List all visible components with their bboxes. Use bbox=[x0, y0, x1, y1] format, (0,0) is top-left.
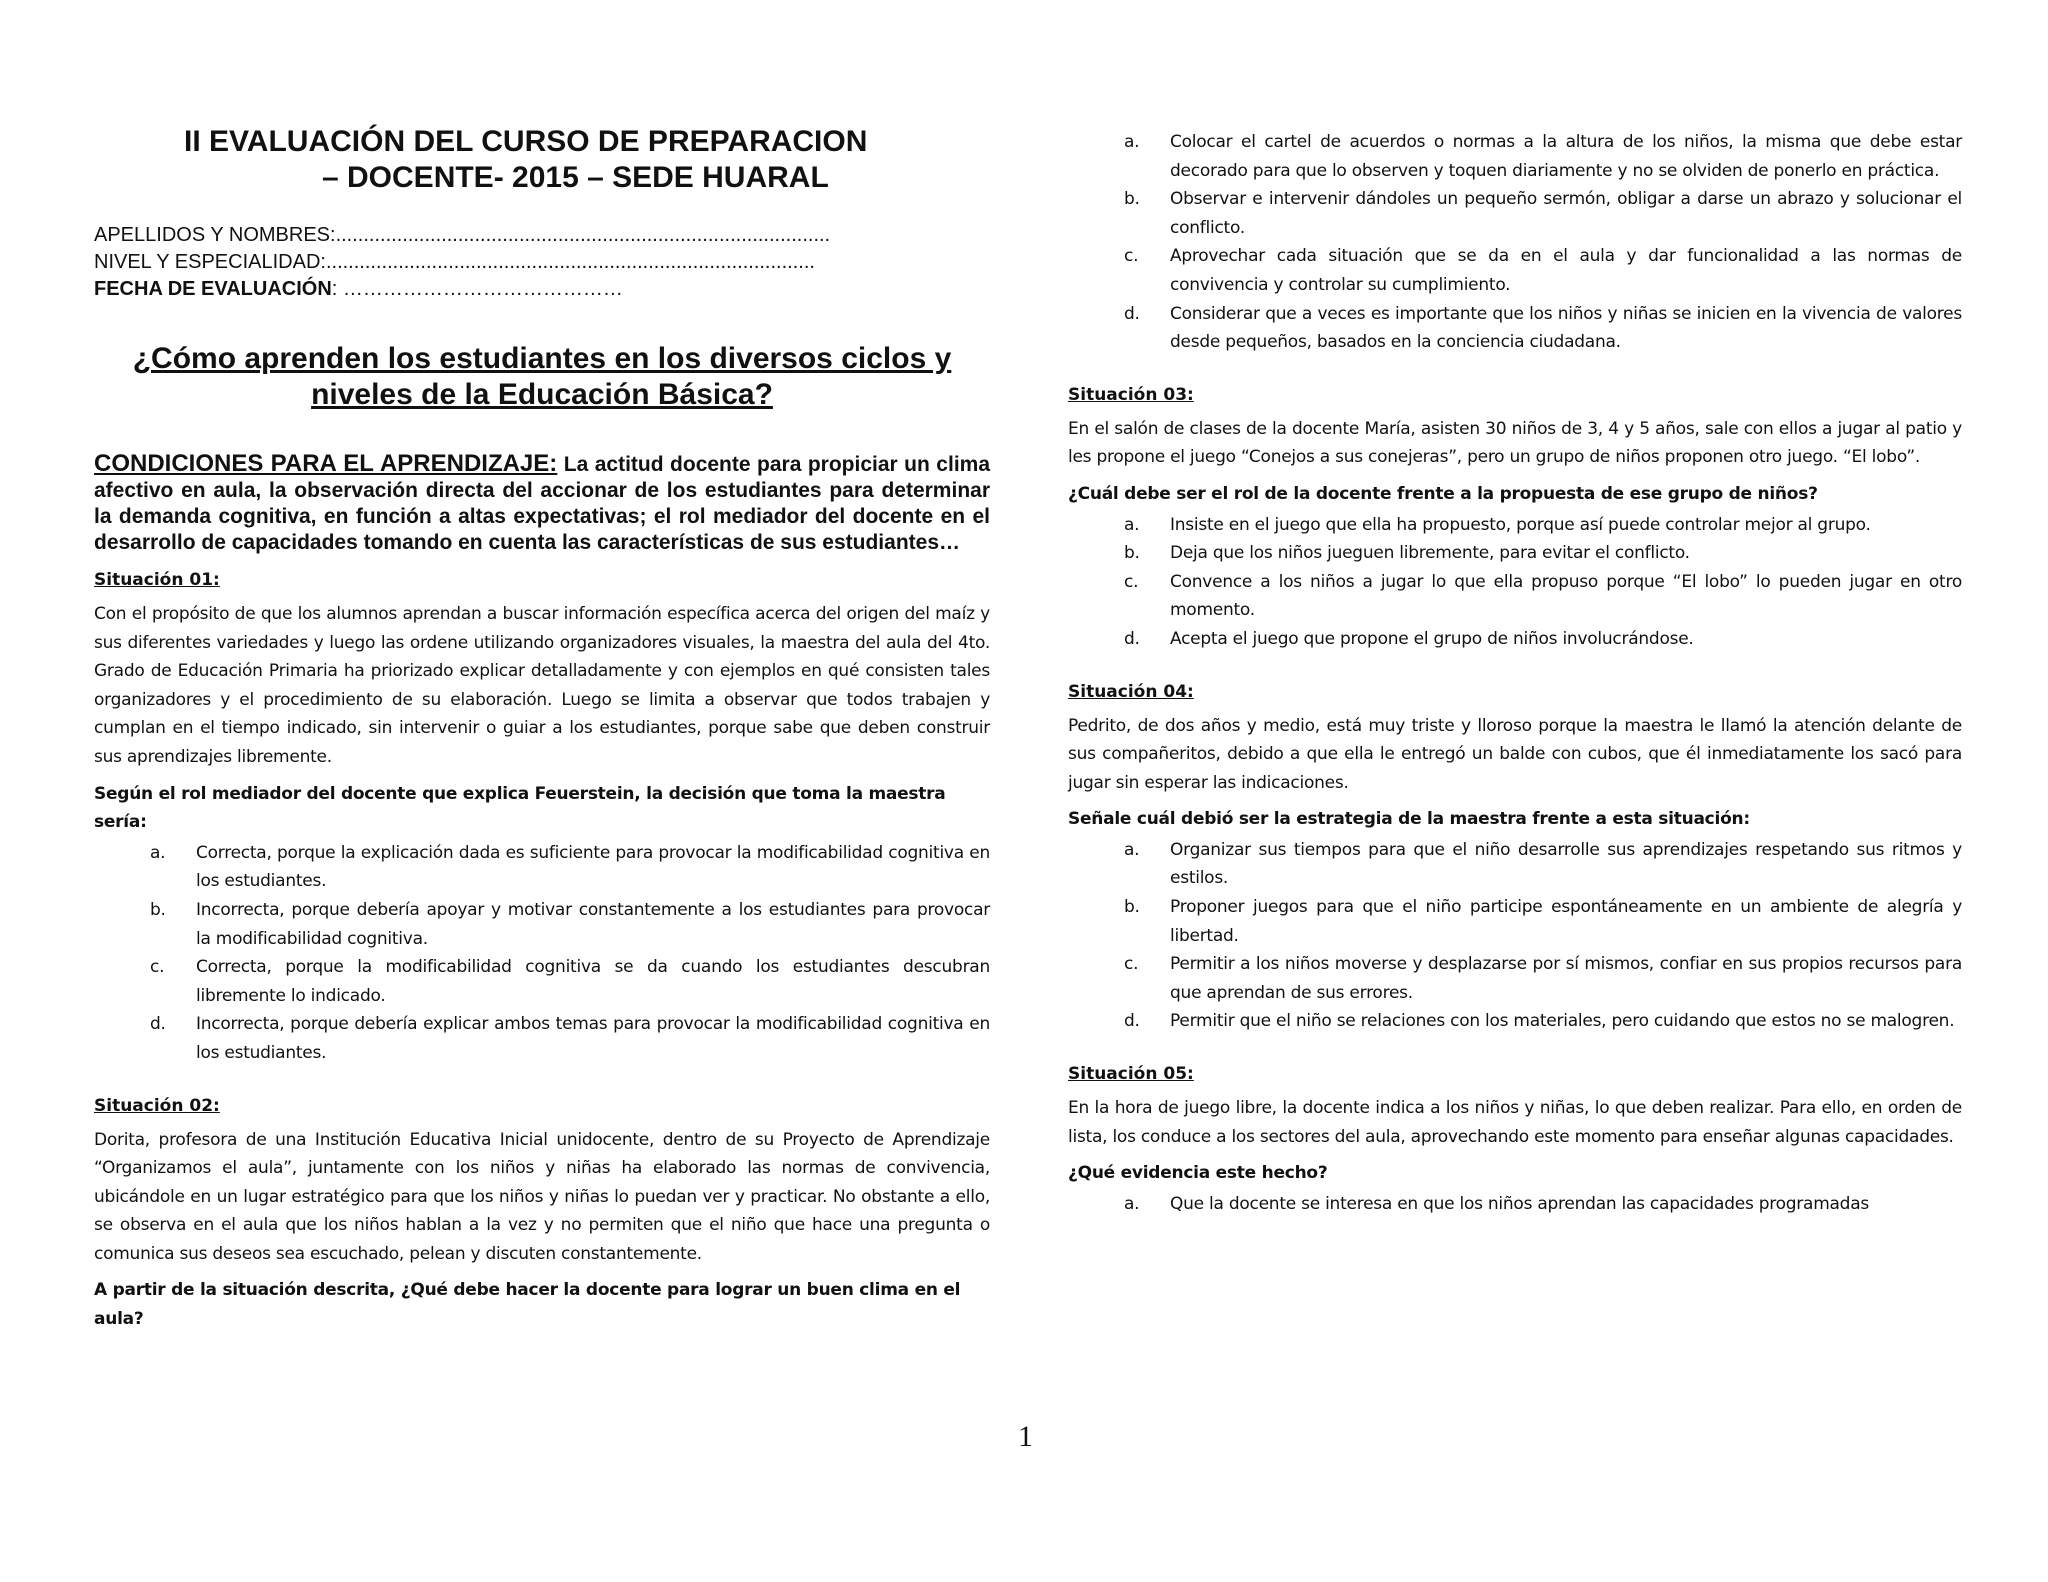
option-text: Aprovechar cada situación que se da en el aula y dar funcionalidad a las normas de convivencia y controlar su cumplimiento. bbox=[1170, 246, 1962, 295]
option-c[interactable] bbox=[1068, 950, 1962, 1007]
situation-text: En el salón de clases de la docente María, asisten 30 niños de 3, 4 y 5 años, sale con ellos a jugar al patio y les propone el juego “Conejos a sus conejeras”, pero un grupo de niños proponen otro juego. “El lobo”. bbox=[1068, 418, 1962, 468]
option-text: Considerar que a veces es importante que los niños y niñas se inicien en la vivencia de valores desde pequeños, basados en la conciencia ciudadana. bbox=[1170, 303, 1962, 353]
option-d[interactable] bbox=[1068, 300, 1962, 357]
option-text: Insiste en el juego que ella ha propuesto, porque así puede controlar mejor al grupo. bbox=[1170, 514, 1871, 535]
situation-prompt: ¿Cuál debe ser el rol de la docente frente a la propuesta de ese grupo de niños? bbox=[1068, 483, 1818, 504]
title-line-2: – DOCENTE- 2015 – SEDE HUARAL bbox=[322, 161, 829, 194]
option-b[interactable] bbox=[94, 896, 990, 953]
option-text: Correcta, porque la explicación dada es suficiente para provocar la modificabilidad cognitiva en los estudiantes. bbox=[196, 842, 990, 892]
option-a[interactable] bbox=[1068, 128, 1962, 185]
situation-03 bbox=[1068, 381, 1962, 654]
situation-text: En la hora de juego libre, la docente indica a los niños y niñas, lo que deben realizar. Para ello, en orden de lista, los conduce a los sectores del aula, aprovechando este momento para enseñar algunas capacidades. bbox=[1068, 1098, 1962, 1147]
conditions-lead: CONDICIONES PARA EL APRENDIZAJE: bbox=[94, 450, 558, 477]
main-question: ¿Cómo aprenden los estudiantes en los diversos ciclos y niveles de la Educación Básica? bbox=[132, 342, 952, 411]
option-text: Incorrecta, porque debería explicar ambos temas para provocar la modificabilidad cognitiva en los estudiantes. bbox=[196, 1014, 990, 1063]
option-b[interactable] bbox=[1068, 893, 1962, 950]
option-letter: d. bbox=[1124, 303, 1140, 324]
option-text: Permitir a los niños moverse y desplazarse por sí mismos, confiar en sus propios recursos para que aprendan de sus errores. bbox=[1170, 954, 1962, 1003]
option-text: Permitir que el niño se relaciones con los materiales, pero cuidando que estos no se malogren. bbox=[1170, 1011, 1955, 1032]
option-letter: c. bbox=[150, 957, 165, 978]
option-letter: a. bbox=[150, 842, 166, 863]
student-fields bbox=[94, 222, 990, 303]
option-a[interactable] bbox=[1068, 1190, 1962, 1219]
situation-04 bbox=[1068, 678, 1962, 1037]
option-letter: b. bbox=[1124, 189, 1140, 210]
situation-text: Dorita, profesora de una Institución Educativa Inicial unidocente, dentro de su Proyecto de Aprendizaje “Organizamos el aula”, juntamente con los niños y niñas ha elaborado las normas de convivencia, ubicándole en un lugar estratégico para que los niños y niñas lo puedan ver y practicar. No obstante a ello, se observa en el aula que los niños hablan a la vez y no permiten que el niño que hace una pregunta o comunica sus deseos sea escuchado, pelean y discuten constantemente. bbox=[94, 1129, 990, 1264]
names-field[interactable]: APELLIDOS Y NOMBRES:......................................................................................... bbox=[94, 224, 831, 246]
option-letter: c. bbox=[1124, 571, 1139, 592]
option-text: Correcta, porque la modificabilidad cognitiva se da cuando los estudiantes descubran libremente lo indicado. bbox=[196, 957, 990, 1006]
options-list bbox=[1068, 836, 1962, 1036]
option-letter: c. bbox=[1124, 246, 1139, 267]
option-d[interactable] bbox=[94, 1010, 990, 1067]
situation-01 bbox=[94, 566, 990, 1068]
situation-prompt: ¿Qué evidencia este hecho? bbox=[1068, 1163, 1328, 1184]
option-letter: b. bbox=[1124, 897, 1140, 918]
option-text: Que la docente se interesa en que los niños aprendan las capacidades programadas bbox=[1170, 1193, 1869, 1214]
option-text: Incorrecta, porque debería apoyar y motivar constantemente a los estudiantes para provocar la modificabilidad cognitiva. bbox=[196, 899, 990, 949]
option-text: Deja que los niños jueguen libremente, para evitar el conflicto. bbox=[1170, 543, 1690, 564]
left-column bbox=[94, 124, 990, 1336]
page-number: 1 bbox=[1018, 1420, 1033, 1453]
option-letter: a. bbox=[1124, 514, 1140, 535]
conditions-block bbox=[94, 451, 990, 556]
option-c[interactable] bbox=[94, 953, 990, 1010]
situation-02-options bbox=[1068, 128, 1962, 357]
option-a[interactable] bbox=[94, 839, 990, 896]
option-c[interactable] bbox=[1068, 242, 1962, 299]
option-a[interactable] bbox=[1068, 836, 1962, 893]
option-letter: d. bbox=[150, 1014, 166, 1035]
situation-prompt: Según el rol mediador del docente que explica Feuerstein, la decisión que toma la maestra sería: bbox=[94, 783, 946, 833]
situation-heading: Situación 01: bbox=[94, 570, 220, 590]
options-list bbox=[1068, 511, 1962, 654]
option-letter: a. bbox=[1124, 132, 1140, 152]
option-text: Proponer juegos para que el niño participe espontáneamente en un ambiente de alegría y libertad. bbox=[1170, 897, 1962, 946]
options-list bbox=[94, 839, 990, 1068]
situation-heading: Situación 03: bbox=[1068, 384, 1194, 405]
situation-prompt: Señale cuál debió ser la estrategia de la maestra frente a esta situación: bbox=[1068, 809, 1750, 830]
option-text: Convence a los niños a jugar lo que ella propuso porque “El lobo” lo pueden jugar en otro momento. bbox=[1170, 571, 1962, 621]
option-letter: c. bbox=[1124, 954, 1139, 975]
title-line-1: II EVALUACIÓN DEL CURSO DE PREPARACION bbox=[184, 125, 868, 158]
situation-prompt: A partir de la situación descrita, ¿Qué debe hacer la docente para lograr un buen clima en el aula? bbox=[94, 1280, 961, 1330]
situation-02 bbox=[94, 1092, 990, 1334]
situation-text: Con el propósito de que los alumnos aprendan a buscar información específica acerca del origen del maíz y sus diferentes variedades y luego las ordene utilizando organizadores visuales, la maestra del aula del 4to. Grado de Educación Primaria ha priorizado explicar detalladamente y con ejemplos en qué consisten tales organizadores y el procedimiento de su elaboración. Luego se limita a observar que todos trabajen y cumplan en el tiempo indicado, sin intervenir o guiar a los estudiantes, porque sabe que deben construir sus aprendizajes libremente. bbox=[94, 604, 990, 767]
option-letter: a. bbox=[1124, 839, 1140, 860]
option-text: Observar e intervenir dándoles un pequeño sermón, obligar a darse un abrazo y solucionar el conflicto. bbox=[1170, 189, 1962, 238]
right-column bbox=[1068, 128, 1962, 1218]
option-d[interactable] bbox=[1068, 625, 1962, 654]
option-text: Organizar sus tiempos para que el niño desarrolle sus aprendizajes respetando sus ritmos y estilos. bbox=[1170, 839, 1962, 889]
situation-heading: Situación 02: bbox=[94, 1095, 220, 1116]
option-d[interactable] bbox=[1068, 1007, 1962, 1036]
option-a[interactable] bbox=[1068, 511, 1962, 540]
situation-heading: Situación 05: bbox=[1068, 1064, 1194, 1085]
option-text: Acepta el juego que propone el grupo de niños involucrándose. bbox=[1170, 628, 1694, 649]
date-field[interactable] bbox=[94, 276, 990, 303]
option-letter: b. bbox=[150, 899, 166, 920]
option-b[interactable] bbox=[1068, 539, 1962, 568]
option-letter: d. bbox=[1124, 628, 1140, 649]
situation-05 bbox=[1068, 1060, 1962, 1218]
situation-heading: Situación 04: bbox=[1068, 681, 1194, 702]
option-letter: a. bbox=[1124, 1193, 1140, 1214]
conditions-text: La actitud docente para propiciar un clima afectivo en aula, la observación directa del accionar de los estudiantes para determinar la demanda cognitiva, en función a altas expectativas; el rol mediador del docente en el desarrollo de capacidades tomando en cuenta las características de sus estudiantes… bbox=[94, 453, 991, 554]
option-text: Colocar el cartel de acuerdos o normas a la altura de los niños, la misma que debe estar decorado para que lo observen y toquen diariamente y no se olviden de ponerlo en práctica. bbox=[1170, 132, 1962, 181]
option-b[interactable] bbox=[1068, 185, 1962, 242]
option-letter: d. bbox=[1124, 1011, 1140, 1032]
level-field[interactable]: NIVEL Y ESPECIALIDAD:........................................................................................ bbox=[94, 251, 815, 273]
option-letter: b. bbox=[1124, 543, 1140, 564]
date-label: FECHA DE EVALUACIÓN bbox=[94, 278, 332, 300]
option-c[interactable] bbox=[1068, 568, 1962, 625]
date-dots: : …………………………………… bbox=[331, 278, 623, 300]
options-list bbox=[1068, 1190, 1962, 1219]
situation-text: Pedrito, de dos años y medio, está muy triste y lloroso porque la maestra le llamó la atención delante de sus compañeritos, debido a que ella le entregó un balde con cubos, que él inmediatamente los sacó para jugar sin esperar las indicaciones. bbox=[1068, 715, 1962, 793]
